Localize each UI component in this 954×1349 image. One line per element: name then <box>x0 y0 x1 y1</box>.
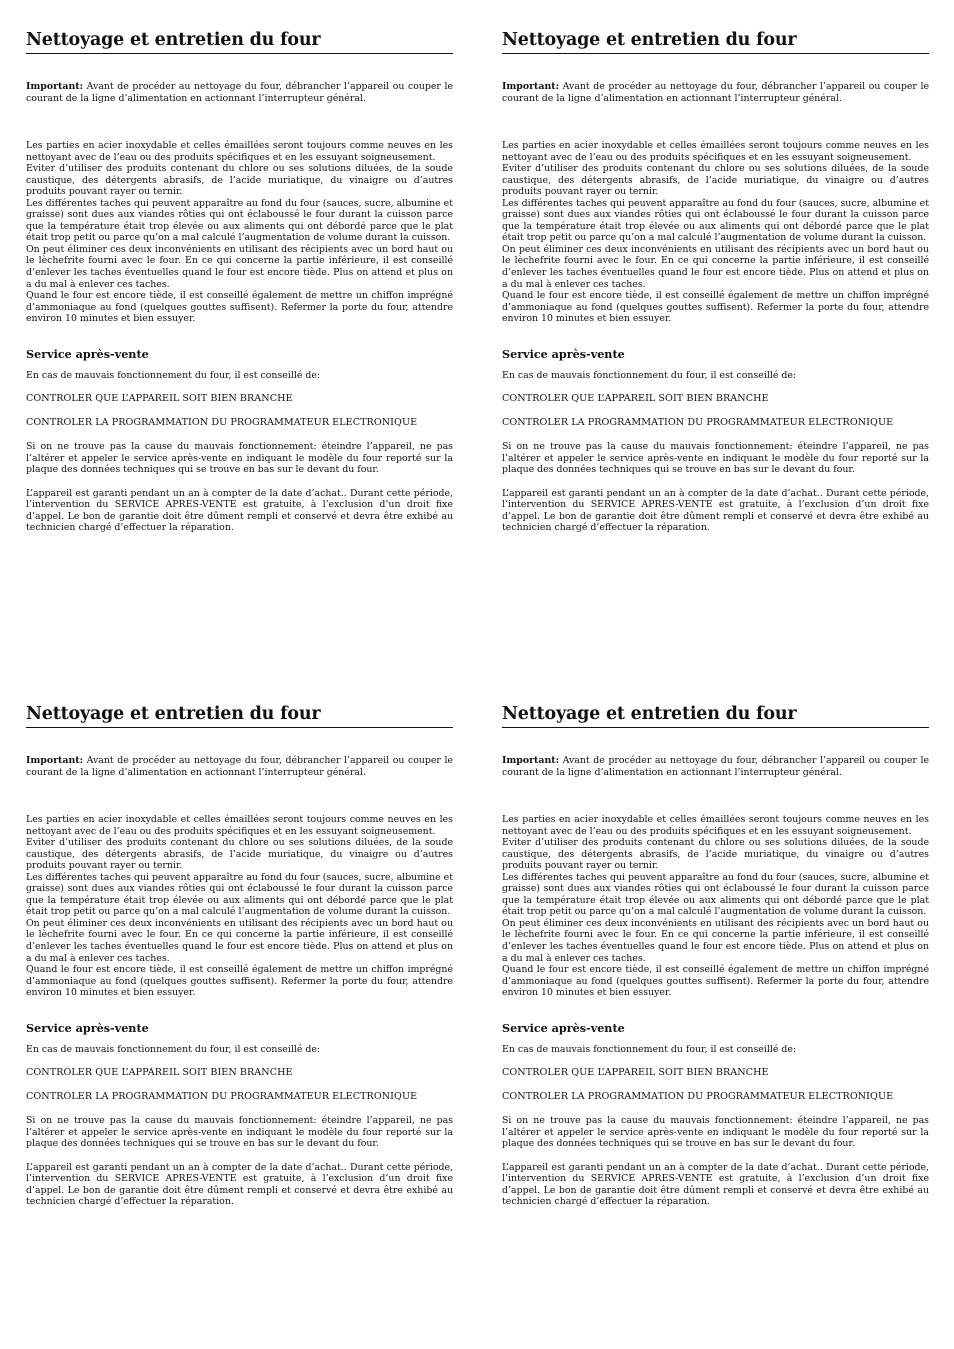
cleaning-paragraph: Quand le four est encore tiède, il est conseillé également de mettre un chiffon imprégné d’ammoniaque au fond (quelques gouttes suffisent). Refermer la porte du four, attendre environ 10 minutes et bien essuyer. <box>26 964 453 999</box>
important-label: Important: <box>26 755 84 766</box>
check-programming: CONTROLER LA PROGRAMMATION DU PROGRAMMATEUR ELECTRONIQUE <box>502 1091 894 1103</box>
check-connection: CONTROLER QUE L’APPAREIL SOIT BIEN BRANCHE <box>502 393 769 405</box>
important-notice <box>502 755 929 778</box>
important-text: Avant de procéder au nettoyage du four, débrancher l’appareil ou couper le courant de la ligne d’alimentation en actionnant l’interrupteur général. <box>26 755 453 778</box>
cleaning-paragraph: On peut éliminer ces deux inconvénients en utilisant des récipients avec un bord haut ou le lèchefrite fourni avec le four. En ce qui concerne la partie inférieure, il est conseillé d’enlever les taches éventuelles quand le four est encore tiède. Plus on attend et plus on a du mal à enlever ces taches. <box>502 243 929 290</box>
instruction-panel <box>26 28 453 534</box>
warranty-paragraph: L’appareil est garanti pendant un an à compter de la date d’achat.. Durant cette période, l’intervention du SERVICE APRES-VENTE est gratuite, à l’exclusion d’un droit fixe d’appel. Le bon de garantie doit être dûment rempli et conservé et devra être exhibé au technicien chargé d’effectuer la réparation. <box>502 1161 929 1208</box>
warranty-paragraph: L’appareil est garanti pendant un an à compter de la date d’achat.. Durant cette période, l’intervention du SERVICE APRES-VENTE est gratuite, à l’exclusion d’un droit fixe d’appel. Le bon de garantie doit être dûment rempli et conservé et devra être exhibé au technicien chargé d’effectuer la réparation. <box>26 487 453 534</box>
important-label: Important: <box>26 81 84 92</box>
service-intro: En cas de mauvais fonctionnement du four, il est conseillé de: <box>502 369 797 381</box>
cleaning-paragraph: Eviter d’utiliser des produits contenant du chlore ou ses solutions diluées, de la soude caustique, des détergents abrasifs, de l’acide muriatique, du vinaigre ou d’autres produits pouvant rayer ou ternir. <box>502 837 929 872</box>
section-title: Nettoyage et entretien du four <box>26 28 453 54</box>
instruction-panel <box>26 702 453 1208</box>
cleaning-paragraph: Les parties en acier inoxydable et celles émaillées seront toujours comme neuves en les nettoyant avec de l’eau ou des produits spécifiques et en les essuyant soigneusement. <box>502 814 929 837</box>
cleaning-paragraph: On peut éliminer ces deux inconvénients en utilisant des récipients avec un bord haut ou le lèchefrite fourni avec le four. En ce qui concerne la partie inférieure, il est conseillé d’enlever les taches éventuelles quand le four est encore tiède. Plus on attend et plus on a du mal à enlever ces taches. <box>26 917 453 964</box>
important-text: Avant de procéder au nettoyage du four, débrancher l’appareil ou couper le courant de la ligne d’alimentation en actionnant l’interrupteur général. <box>502 755 929 778</box>
important-text: Avant de procéder au nettoyage du four, débrancher l’appareil ou couper le courant de la ligne d’alimentation en actionnant l’interrupteur général. <box>502 81 929 104</box>
service-intro: En cas de mauvais fonctionnement du four, il est conseillé de: <box>26 1043 321 1055</box>
cleaning-paragraph: Les parties en acier inoxydable et celles émaillées seront toujours comme neuves en les nettoyant avec de l’eau ou des produits spécifiques et en les essuyant soigneusement. <box>26 814 453 837</box>
cleaning-paragraph: Quand le four est encore tiède, il est conseillé également de mettre un chiffon imprégné d’ammoniaque au fond (quelques gouttes suffisent). Refermer la porte du four, attendre environ 10 minutes et bien essuyer. <box>502 964 929 999</box>
service-intro: En cas de mauvais fonctionnement du four, il est conseillé de: <box>26 369 321 381</box>
important-label: Important: <box>502 755 560 766</box>
service-heading: Service après-vente <box>502 346 625 361</box>
check-connection: CONTROLER QUE L’APPAREIL SOIT BIEN BRANCHE <box>26 1067 293 1079</box>
check-connection: CONTROLER QUE L’APPAREIL SOIT BIEN BRANCHE <box>26 393 293 405</box>
service-paragraph: Si on ne trouve pas la cause du mauvais fonctionnement: éteindre l’appareil, ne pas l’altérer et appeler le service après-vente en indiquant le modèle du four reporté sur la plaque des données techniques qui se trouve en bas sur le devant du four. <box>502 441 929 476</box>
cleaning-paragraph: Les différentes taches qui peuvent apparaître au fond du four (sauces, sucre, albumine et graisse) sont dues aux viandes rôties qui ont éclaboussé le four durant la cuisson parce que la température était trop élevée ou aux aliments qui ont débordé parce que le plat était trop petit ou parce qu’on a mal calculé l’augmentation de volume durant la cuisson. <box>26 871 453 918</box>
instruction-panel <box>502 28 929 534</box>
cleaning-instructions <box>502 814 929 999</box>
cleaning-paragraph: Les parties en acier inoxydable et celles émaillées seront toujours comme neuves en les nettoyant avec de l’eau ou des produits spécifiques et en les essuyant soigneusement. <box>26 140 453 163</box>
cleaning-paragraph: Eviter d’utiliser des produits contenant du chlore ou ses solutions diluées, de la soude caustique, des détergents abrasifs, de l’acide muriatique, du vinaigre ou d’autres produits pouvant rayer ou ternir. <box>26 837 453 872</box>
service-intro: En cas de mauvais fonctionnement du four, il est conseillé de: <box>502 1043 797 1055</box>
cleaning-instructions <box>26 814 453 999</box>
warranty-paragraph: L’appareil est garanti pendant un an à compter de la date d’achat.. Durant cette période, l’intervention du SERVICE APRES-VENTE est gratuite, à l’exclusion d’un droit fixe d’appel. Le bon de garantie doit être dûment rempli et conservé et devra être exhibé au technicien chargé d’effectuer la réparation. <box>502 487 929 534</box>
important-notice <box>502 81 929 104</box>
cleaning-instructions <box>26 140 453 325</box>
cleaning-paragraph: Eviter d’utiliser des produits contenant du chlore ou ses solutions diluées, de la soude caustique, des détergents abrasifs, de l’acide muriatique, du vinaigre ou d’autres produits pouvant rayer ou ternir. <box>26 163 453 198</box>
cleaning-paragraph: Eviter d’utiliser des produits contenant du chlore ou ses solutions diluées, de la soude caustique, des détergents abrasifs, de l’acide muriatique, du vinaigre ou d’autres produits pouvant rayer ou ternir. <box>502 163 929 198</box>
cleaning-paragraph: Les différentes taches qui peuvent apparaître au fond du four (sauces, sucre, albumine et graisse) sont dues aux viandes rôties qui ont éclaboussé le four durant la cuisson parce que la température était trop élevée ou aux aliments qui ont débordé parce que le plat était trop petit ou parce qu’on a mal calculé l’augmentation de volume durant la cuisson. <box>502 871 929 918</box>
service-paragraph: Si on ne trouve pas la cause du mauvais fonctionnement: éteindre l’appareil, ne pas l’altérer et appeler le service après-vente en indiquant le modèle du four reporté sur la plaque des données techniques qui se trouve en bas sur le devant du four. <box>26 441 453 476</box>
cleaning-paragraph: Les parties en acier inoxydable et celles émaillées seront toujours comme neuves en les nettoyant avec de l’eau ou des produits spécifiques et en les essuyant soigneusement. <box>502 140 929 163</box>
cleaning-paragraph: On peut éliminer ces deux inconvénients en utilisant des récipients avec un bord haut ou le lèchefrite fourni avec le four. En ce qui concerne la partie inférieure, il est conseillé d’enlever les taches éventuelles quand le four est encore tiède. Plus on attend et plus on a du mal à enlever ces taches. <box>502 917 929 964</box>
important-notice <box>26 81 453 104</box>
cleaning-paragraph: Les différentes taches qui peuvent apparaître au fond du four (sauces, sucre, albumine et graisse) sont dues aux viandes rôties qui ont éclaboussé le four durant la cuisson parce que la température était trop élevée ou aux aliments qui ont débordé parce que le plat était trop petit ou parce qu’on a mal calculé l’augmentation de volume durant la cuisson. <box>26 197 453 244</box>
service-paragraph: Si on ne trouve pas la cause du mauvais fonctionnement: éteindre l’appareil, ne pas l’altérer et appeler le service après-vente en indiquant le modèle du four reporté sur la plaque des données techniques qui se trouve en bas sur le devant du four. <box>26 1115 453 1150</box>
check-connection: CONTROLER QUE L’APPAREIL SOIT BIEN BRANCHE <box>502 1067 769 1079</box>
warranty-paragraph: L’appareil est garanti pendant un an à compter de la date d’achat.. Durant cette période, l’intervention du SERVICE APRES-VENTE est gratuite, à l’exclusion d’un droit fixe d’appel. Le bon de garantie doit être dûment rempli et conservé et devra être exhibé au technicien chargé d’effectuer la réparation. <box>26 1161 453 1208</box>
cleaning-paragraph: Les différentes taches qui peuvent apparaître au fond du four (sauces, sucre, albumine et graisse) sont dues aux viandes rôties qui ont éclaboussé le four durant la cuisson parce que la température était trop élevée ou aux aliments qui ont débordé parce que le plat était trop petit ou parce qu’on a mal calculé l’augmentation de volume durant la cuisson. <box>502 197 929 244</box>
section-title: Nettoyage et entretien du four <box>26 702 453 728</box>
instruction-panel <box>502 702 929 1208</box>
important-label: Important: <box>502 81 560 92</box>
check-programming: CONTROLER LA PROGRAMMATION DU PROGRAMMATEUR ELECTRONIQUE <box>502 417 894 429</box>
cleaning-paragraph: On peut éliminer ces deux inconvénients en utilisant des récipients avec un bord haut ou le lèchefrite fourni avec le four. En ce qui concerne la partie inférieure, il est conseillé d’enlever les taches éventuelles quand le four est encore tiède. Plus on attend et plus on a du mal à enlever ces taches. <box>26 243 453 290</box>
cleaning-instructions <box>502 140 929 325</box>
check-programming: CONTROLER LA PROGRAMMATION DU PROGRAMMATEUR ELECTRONIQUE <box>26 417 418 429</box>
important-notice <box>26 755 453 778</box>
section-title: Nettoyage et entretien du four <box>502 702 929 728</box>
service-paragraph: Si on ne trouve pas la cause du mauvais fonctionnement: éteindre l’appareil, ne pas l’altérer et appeler le service après-vente en indiquant le modèle du four reporté sur la plaque des données techniques qui se trouve en bas sur le devant du four. <box>502 1115 929 1150</box>
service-heading: Service après-vente <box>26 1020 149 1035</box>
service-heading: Service après-vente <box>502 1020 625 1035</box>
cleaning-paragraph: Quand le four est encore tiède, il est conseillé également de mettre un chiffon imprégné d’ammoniaque au fond (quelques gouttes suffisent). Refermer la porte du four, attendre environ 10 minutes et bien essuyer. <box>26 290 453 325</box>
cleaning-paragraph: Quand le four est encore tiède, il est conseillé également de mettre un chiffon imprégné d’ammoniaque au fond (quelques gouttes suffisent). Refermer la porte du four, attendre environ 10 minutes et bien essuyer. <box>502 290 929 325</box>
service-heading: Service après-vente <box>26 346 149 361</box>
section-title: Nettoyage et entretien du four <box>502 28 929 54</box>
check-programming: CONTROLER LA PROGRAMMATION DU PROGRAMMATEUR ELECTRONIQUE <box>26 1091 418 1103</box>
important-text: Avant de procéder au nettoyage du four, débrancher l’appareil ou couper le courant de la ligne d’alimentation en actionnant l’interrupteur général. <box>26 81 453 104</box>
